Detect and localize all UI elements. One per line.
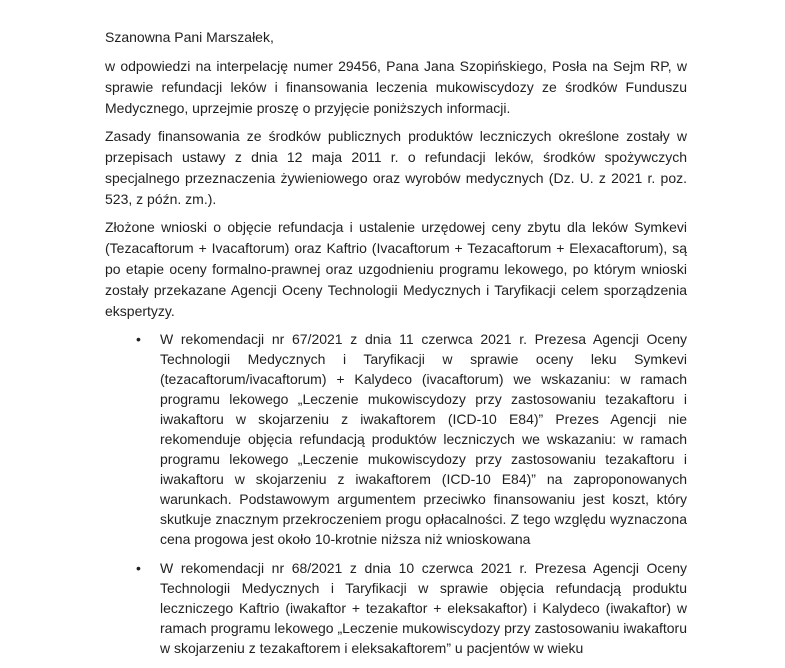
bullet-recommendation-67-2021: • W rekomendacji nr 67/2021 z dnia 11 czerwca 2021 r. Prezesa Agencji Oceny Technologii Medycznych i Taryfikacji w sprawie oceny leku Symkevi (tezacaftorum/ivacaftorum) + Kalydeco (ivacaftorum) we wskazaniu: w ramach programu lekowego „Leczenie mukowiscydozy przy zastosowaniu tezakaftoru i iwakaftoru w skojarzeniu z iwakaftorem (ICD-10 E84)” Prezes Agencji nie rekomenduje objęcia refundacją produktów leczniczych we wskazaniu: w ramach programu lekowego „Leczenie mukowiscydozy przy zastosowaniu tezakaftoru i iwakaftoru w skojarzeniu z iwakaftorem (ICD-10 E84)” na zaproponowanych warunkach. Podstawowym argumentem przeciwko finansowaniu jest koszt, który skutkuje znacznym przekroczeniem progu opłacalności. Z tego względu wyznaczona cena progowa jest około 10-krotnie niższa niż wnioskowana (160, 329, 687, 549)
bullet-recommendation-68-2021: • W rekomendacji nr 68/2021 z dnia 10 czerwca 2021 r. Prezesa Agencji Oceny Technologii Medycznych i Taryfikacji w sprawie objęcia refundacją produktu leczniczego Kaftrio (iwakaftor + tezakaftor + eleksakaftor) i Kalydeco (iwakaftor) w ramach programu lekowego „Leczenie mukowiscydozy przy zastosowaniu iwakaftoru w skojarzeniu z tezakaftorem i eleksakaftorem” u pacjentów w wieku (160, 558, 687, 658)
paragraph-applications: Złożone wnioski o objęcie refundacja i ustalenie urzędowej ceny zbytu dla leków Symkevi (Tezacaftorum + Ivacaftorum) oraz Kaftrio (Ivacaftorum + Tezacaftorum + Elexacaftorum), są po etapie oceny formalno-prawnej oraz uzgodnieniu programu lekowego, po którym wnioski zostały przekazane Agencji Oceny Technologii Medycznych i Taryfikacji celem sporządzenia ekspertyzy. (105, 219, 687, 319)
paragraph-legal-basis: Zasady finansowania ze środków publicznych produktów leczniczych określone zostały w przepisach ustawy z dnia 12 maja 2011 r. o refundacji leków, środków spożywczych specjalnego przeznaczenia żywieniowego oraz wyrobów medycznych (Dz. U. z 2021 r. poz. 523, z późn. zm.). (105, 128, 687, 207)
letter-body (105, 27, 687, 667)
recommendation-list (105, 329, 687, 658)
salutation: Szanowna Pani Marszałek, (105, 29, 274, 45)
paragraph-intro: w odpowiedzi na interpelację numer 29456, Pana Jana Szopińskiego, Posła na Sejm RP, w sprawie refundacji leków i finansowania leczenia mukowiscydozy ze środków Funduszu Medycznego, uprzejmie proszę o przyjęcie poniższych informacji. (105, 58, 687, 116)
